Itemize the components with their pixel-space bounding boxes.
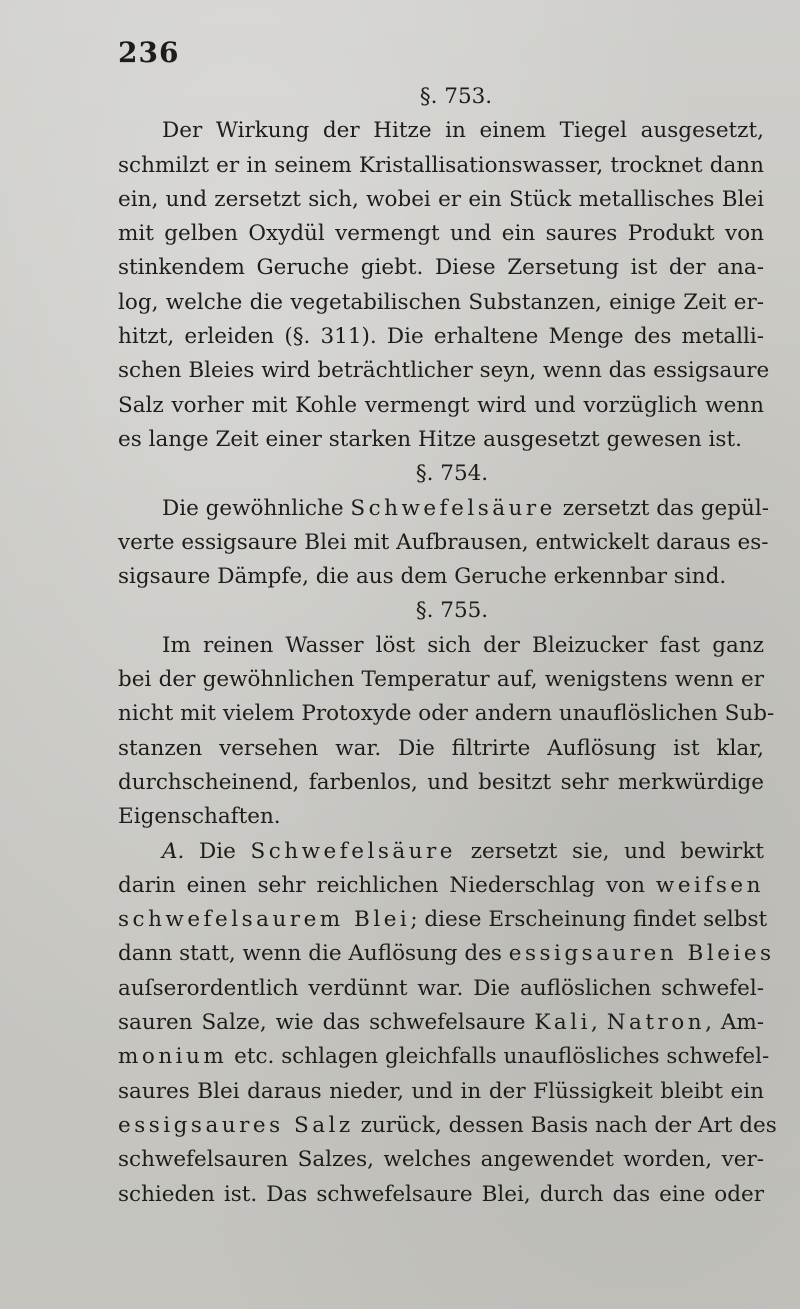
text-line: schieden ist. Das schwefelsaure Blei, durch das eine oder [118, 1181, 764, 1207]
text-line: Eigenschaften. [118, 804, 281, 830]
text-line: nicht mit vielem Protoxyde oder andern unauflöslichen Sub- [118, 701, 775, 727]
spaced-term: schwefelsaurem Blei [118, 907, 411, 933]
text-line: mit gelben Oxydül vermengt und ein saures Produkt von [118, 221, 764, 247]
spaced-term: weifsen [655, 872, 764, 898]
text-run: darin einen sehr reichlichen Niederschlag von [118, 872, 656, 898]
text-line: schen Bleies wird beträchtlicher seyn, wenn das essigsaure [118, 358, 770, 384]
body-text [118, 80, 777, 1212]
text-run: etc. schlagen gleichfalls unauflösliches schwefel- [227, 1044, 770, 1070]
text-line [118, 903, 768, 937]
text-line: stanzen versehen war. Die filtrirte Auflösung ist klar, [118, 735, 764, 761]
spaced-term: essigsauren Bleies [508, 941, 775, 967]
spaced-term: Kali [534, 1010, 591, 1036]
text-line: Der Wirkung der Hitze in einem Tiegel ausgesetzt, [162, 118, 764, 144]
text-line: saures Blei daraus nieder, und in der Flüssigkeit bleibt ein [118, 1078, 764, 1104]
spaced-term: Natron [606, 1010, 706, 1036]
text-run: Die [184, 838, 251, 864]
text-run: dann statt, wenn die Auflösung des [118, 941, 509, 967]
text-line: verte essigsaure Blei mit Aufbrausen, entwickelt daraus es- [118, 529, 769, 555]
spaced-term: Schwefelsäure [350, 495, 556, 521]
text-run: , Am- [705, 1010, 765, 1036]
text-run: zersetzt das gepül- [555, 495, 769, 521]
section-heading-754: §. 754. [415, 461, 489, 487]
text-run: ; diese Erscheinung findet selbst [410, 907, 768, 933]
text-line: ein, und zersetzt sich, wobei er ein Stück metallisches Blei [118, 186, 764, 212]
text-run: zersetzt sie, und bewirkt [456, 838, 764, 864]
text-line: Im reinen Wasser löst sich der Bleizucker fast ganz [162, 632, 764, 658]
text-line: log, welche die vegetabilischen Substanzen, einige Zeit er- [118, 289, 764, 315]
spaced-term: essigsaures Salz [118, 1112, 354, 1138]
text-line: durchscheinend, farbenlos, und besitzt sehr merkwürdige [118, 769, 764, 795]
text-line [118, 937, 775, 971]
text-line [118, 492, 769, 526]
text-line: hitzt, erleiden (§. 311). Die erhaltene Menge des metalli- [118, 324, 764, 350]
text-line [118, 869, 764, 903]
text-run: , [590, 1010, 607, 1036]
text-line: stinkendem Geruche giebt. Diese Zersetung ist der ana- [118, 255, 764, 281]
page-number: 236 [118, 36, 180, 69]
text-line [118, 835, 764, 869]
text-run: zurück, dessen Basis nach der Art des [353, 1112, 777, 1138]
text-line: auſserordentlich verdünnt war. Die auflöslichen schwefel- [118, 975, 764, 1001]
text-line: sigsaure Dämpfe, die aus dem Geruche erkennbar sind. [118, 564, 727, 590]
spaced-term: monium [118, 1044, 228, 1070]
text-line: Salz vorher mit Kohle vermengt wird und vorzüglich wenn [118, 392, 764, 418]
text-line [118, 1006, 764, 1040]
text-line [118, 1040, 770, 1074]
item-marker: A. [162, 838, 185, 864]
section-heading-753: §. 753. [419, 84, 493, 109]
text-line: bei der gewöhnlichen Temperatur auf, wenigstens wenn er [118, 667, 764, 693]
text-line [118, 1109, 777, 1143]
section-heading-755: §. 755. [415, 598, 489, 624]
text-run: sauren Salze, wie das schwefelsaure [118, 1010, 535, 1036]
text-run: Die gewöhnliche [162, 495, 351, 521]
text-line: schmilzt er in seinem Kristallisationswasser, trocknet dann [118, 152, 764, 178]
text-line: schwefelsauren Salzes, welches angewendet worden, ver- [118, 1147, 764, 1173]
text-line: es lange Zeit einer starken Hitze ausgesetzt gewesen ist. [118, 426, 742, 452]
spaced-term: Schwefelsäure [250, 838, 457, 864]
